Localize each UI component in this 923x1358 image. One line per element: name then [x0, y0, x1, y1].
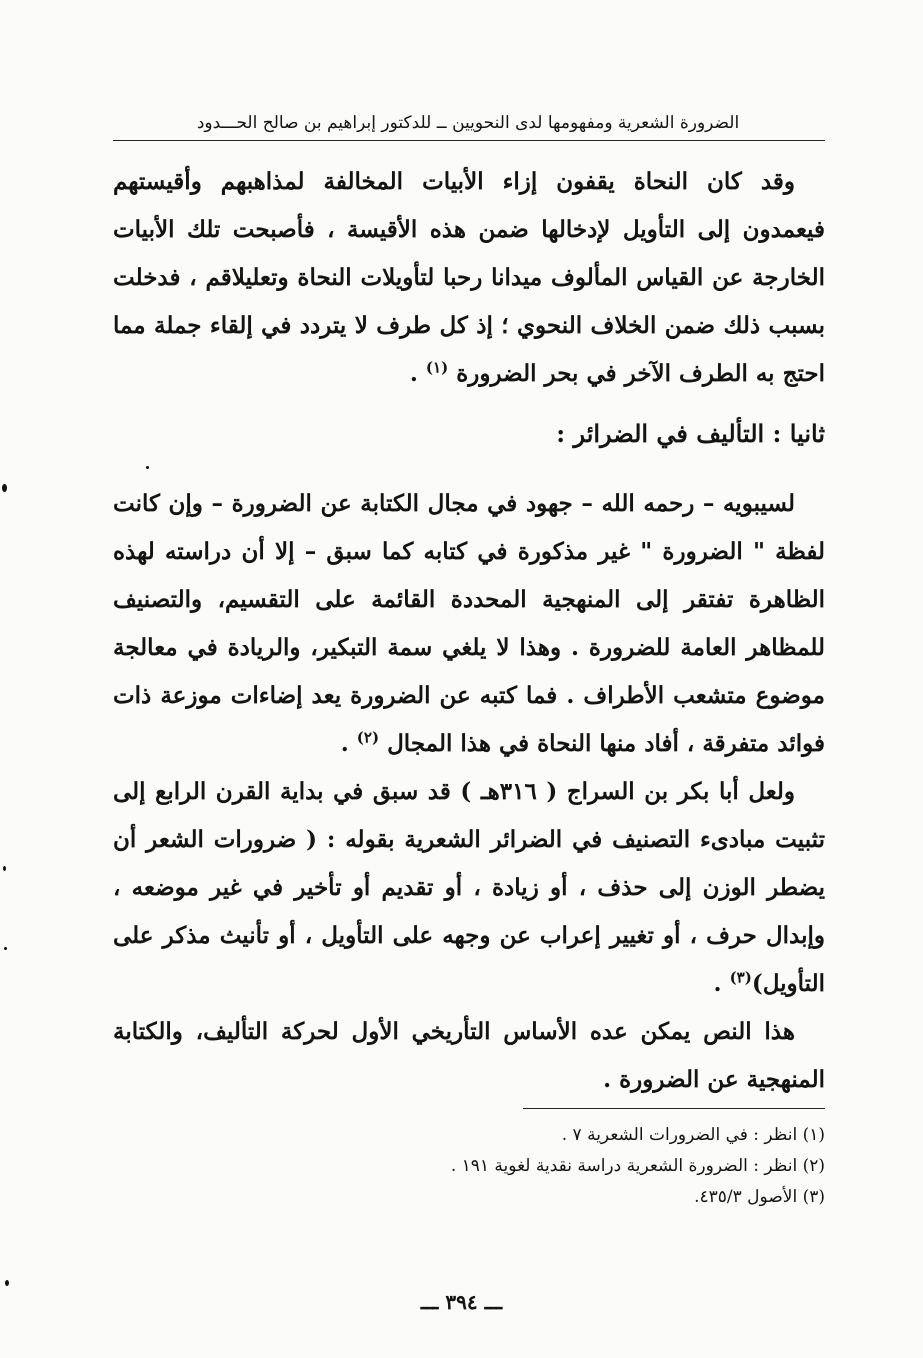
header-divider — [113, 140, 825, 141]
paragraph-3 — [113, 768, 825, 1008]
section-heading: ثانيا : التأليف في الضرائر : — [556, 419, 825, 448]
paragraph-1-text: وقد كان النحاة يقفون إزاء الأبيات المخالفة لمذاهبهم وأقيستهم فيعمدون إلى التأويل لإدخالها ضمن هذه الأقيسة ، فأصبحت تلك الأبيات الخارجة عن القياس المألوف ميدانا رحبا لتأويلات النحاة وتعليلاقم ، فدخلت بسبب ذلك ضمن الخلاف النحوي ؛ إذ كل طرف لا يتردد في إلقاء جملة مما احتج به الطرف الآخر في بحر الضرورة — [113, 168, 825, 387]
paragraph-2-end: . — [340, 730, 357, 757]
footnote-3: (٣) الأصول ٤٣٥/٣. — [694, 1187, 825, 1207]
paragraph-3-text: ولعل أبا بكر بن السراج ( ٣١٦هـ ) قد سبق في بداية القرن الرابع إلى تثبيت مبادىء التصنيف في الضرائر الشعرية بقوله : ( ضرورات الشعر أن يضطر الوزن إلى حذف ، أو زيادة ، أو تقديم أو تأخير في غير موضعه ، وإبدال حرف ، أو تغيير إعراب عن وجهه على التأويل ، أو تأنيث مذكر على التأويل) — [113, 778, 825, 997]
paragraph-1 — [113, 158, 825, 398]
footnote-ref-1[interactable]: (١) — [425, 358, 449, 377]
footnote-2: (٢) انظر : الضرورة الشعرية دراسة نقدية لغوية ١٩١ . — [450, 1156, 825, 1176]
scan-speck — [2, 484, 7, 492]
scan-speck — [5, 1280, 9, 1286]
paragraph-2 — [113, 480, 825, 768]
footnote-ref-3[interactable]: (٣) — [729, 968, 752, 987]
paragraph-1-end: . — [409, 360, 426, 387]
scan-speck — [3, 866, 6, 871]
running-header: الضرورة الشعرية ومفهومها لدى النحويين ــ للدكتور إبراهيم بن صالح الحـــدود — [196, 113, 740, 133]
paragraph-3-end: . — [713, 970, 730, 997]
footnotes — [300, 1120, 825, 1213]
paragraph-2-text: لسيبويه – رحمه الله – جهود في مجال الكتابة عن الضرورة – وإن كانت لفظة " الضرورة " غير مذكورة في كتابه كما سبق – إلا أن دراسته لهذه الظاهرة تفتقر إلى المنهجية المحددة القائمة على التقسيم، والتصنيف للمظاهر العامة للضرورة . وهذا لا يلغي سمة التبكير، والريادة في معالجة موضوع متشعب الأطراف . فما كتبه عن الضرورة يعد إضاءات موزعة ذات فوائد متفرقة ، أفاد منها النحاة في هذا المجال — [113, 490, 825, 757]
paragraph-4: هذا النص يمكن عده الأساس التأريخي الأول لحركة التأليف، والكتابة المنهجية عن الضرورة . — [113, 1018, 825, 1093]
scan-speck — [4, 947, 7, 950]
footnote-1: (١) انظر : في الضرورات الشعرية ٧ . — [561, 1125, 825, 1145]
footnote-ref-2[interactable]: (٢) — [356, 728, 380, 747]
footnote-divider — [523, 1108, 825, 1109]
scan-speck — [146, 466, 149, 469]
main-text — [113, 158, 825, 1104]
page-number: ـــ ٣٩٤ ـــ — [420, 1290, 503, 1314]
